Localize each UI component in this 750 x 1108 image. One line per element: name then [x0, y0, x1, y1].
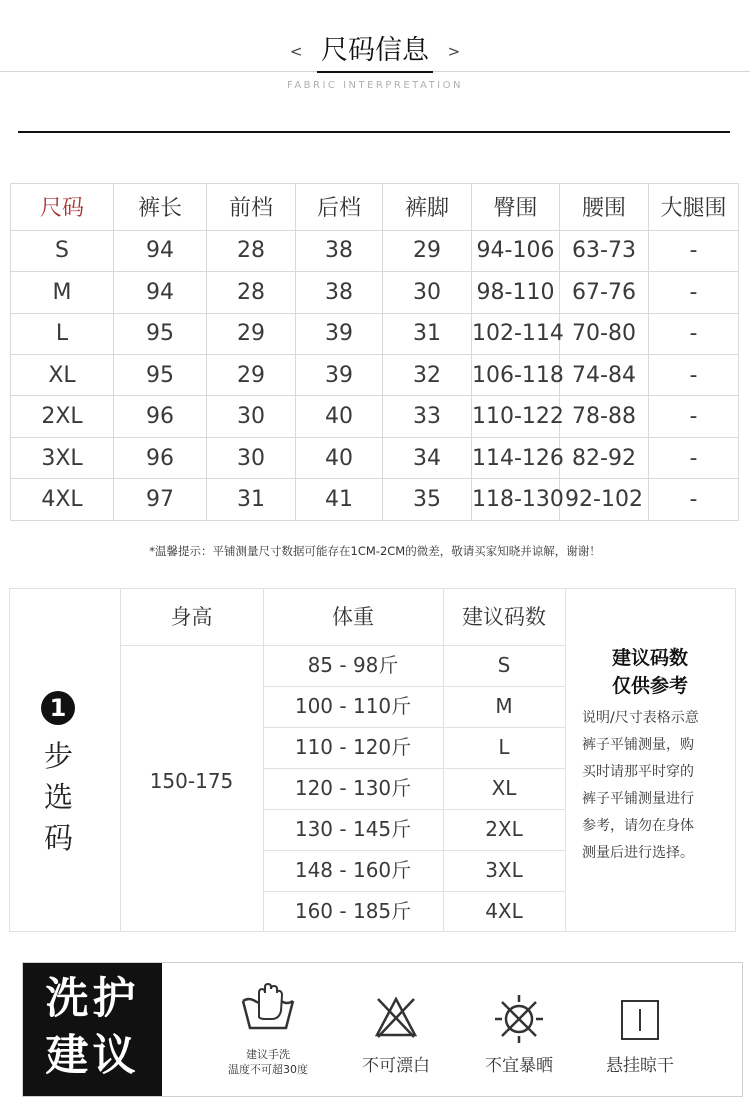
care-section: [22, 962, 743, 1097]
description-line: 裤子平铺测量，购: [582, 737, 694, 753]
care-item-label: 不可漂白: [362, 1056, 430, 1076]
table-cell: 78-88: [560, 396, 649, 437]
table-cell: 118-130: [472, 479, 560, 521]
table-row: [11, 479, 739, 521]
table-cell: 114-126: [472, 437, 560, 478]
table-cell: 110-122: [472, 396, 560, 437]
description-line: 参考，请勿在身体: [582, 818, 694, 834]
table-cell: 98-110: [472, 272, 560, 313]
table-cell: -: [649, 355, 739, 396]
table-cell: 32: [383, 355, 472, 396]
care-label-line: 洗护: [45, 974, 140, 1024]
care-label-line: 建议: [45, 1031, 140, 1081]
table-cell: S: [11, 230, 114, 271]
table-cell: 39: [296, 313, 383, 354]
table-cell: 31: [207, 479, 296, 521]
size-cell: S: [497, 653, 511, 677]
size-header: 建议码数: [462, 605, 546, 629]
table-cell: -: [649, 479, 739, 521]
height-header: 身高: [170, 605, 213, 629]
care-item-hang-dry: [575, 963, 705, 1096]
size-cell: 3XL: [485, 858, 523, 882]
left-angle: <: [289, 42, 303, 61]
table-cell: 35: [383, 479, 472, 521]
table-cell: 30: [383, 272, 472, 313]
table-row: [11, 313, 739, 354]
page-title-text: 尺码信息: [317, 28, 433, 73]
description-line: 裤子平铺测量进行: [582, 791, 694, 807]
table-row: [11, 272, 739, 313]
care-item-hand-wash: [203, 963, 333, 1096]
care-item-label: 悬挂晾干: [606, 1056, 674, 1076]
hang-dry-icon: [620, 999, 660, 1041]
table-cell: 39: [296, 355, 383, 396]
care-label: [23, 963, 162, 1096]
table-row: [11, 396, 739, 437]
size-table-header: [11, 184, 739, 231]
header-cell: 尺码: [11, 184, 114, 231]
care-item-label: [203, 1047, 333, 1077]
table-cell: 95: [114, 355, 207, 396]
step-label-char: 码: [44, 821, 74, 855]
description-line: 买时请那平时穿的: [582, 764, 694, 780]
table-cell: 28: [207, 230, 296, 271]
step-number-badge: 1: [41, 691, 75, 725]
table-cell: 41: [296, 479, 383, 521]
table-cell: -: [649, 437, 739, 478]
header-cell: 腰围: [560, 184, 649, 231]
table-cell: XL: [11, 355, 114, 396]
column-divider: [565, 589, 566, 931]
table-cell: -: [649, 230, 739, 271]
weight-cell: 148 - 160斤: [294, 858, 412, 882]
recommendation-description: [582, 705, 730, 867]
table-cell: -: [649, 272, 739, 313]
step-label-char: 步: [44, 739, 74, 773]
section-rule: [18, 131, 730, 133]
table-cell: 63-73: [560, 230, 649, 271]
table-cell: 67-76: [560, 272, 649, 313]
table-row: [11, 355, 739, 396]
header-cell: 臀围: [472, 184, 560, 231]
description-line: 说明/尺寸表格示意: [582, 710, 699, 726]
table-cell: 29: [207, 355, 296, 396]
table-cell: 94: [114, 272, 207, 313]
size-cell: M: [495, 694, 513, 718]
table-cell: 31: [383, 313, 472, 354]
no-sun-dry-icon: [493, 993, 545, 1045]
weight-cell: 120 - 130斤: [294, 776, 412, 800]
care-item-line: 建议手洗: [246, 1048, 290, 1061]
weight-cell: 160 - 185斤: [294, 899, 412, 923]
table-cell: 92-102: [560, 479, 649, 521]
care-item-label: 不宜暴晒: [485, 1056, 553, 1076]
table-cell: 94-106: [472, 230, 560, 271]
header-cell: 后档: [296, 184, 383, 231]
weight-cell: 100 - 110斤: [294, 694, 412, 718]
table-cell: 38: [296, 272, 383, 313]
recommendation-title: 仅供参考: [611, 675, 688, 697]
table-cell: L: [11, 313, 114, 354]
table-cell: 82-92: [560, 437, 649, 478]
table-cell: 30: [207, 396, 296, 437]
table-cell: M: [11, 272, 114, 313]
weight-header: 体重: [332, 605, 374, 629]
weight-cell: 85 - 98斤: [307, 653, 399, 677]
description-line: 测量后进行选择。: [582, 845, 694, 861]
table-row: [11, 230, 739, 271]
size-cell: 4XL: [485, 899, 523, 923]
header-cell: 裤脚: [383, 184, 472, 231]
size-table: [10, 183, 739, 521]
care-item-line: 温度不可超30度: [228, 1063, 308, 1076]
size-guide-box: [9, 588, 736, 932]
table-cell: 29: [207, 313, 296, 354]
table-cell: 70-80: [560, 313, 649, 354]
table-cell: 2XL: [11, 396, 114, 437]
table-cell: 74-84: [560, 355, 649, 396]
table-cell: -: [649, 313, 739, 354]
right-angle: >: [447, 42, 461, 61]
weight-cell: 110 - 120斤: [294, 735, 412, 759]
table-cell: 40: [296, 437, 383, 478]
table-cell: 96: [114, 437, 207, 478]
care-item-no-bleach: [331, 963, 461, 1096]
step-label-char: 选: [44, 780, 74, 814]
table-cell: 38: [296, 230, 383, 271]
table-cell: 94: [114, 230, 207, 271]
table-cell: 28: [207, 272, 296, 313]
hand-wash-icon: [239, 983, 297, 1035]
table-cell: 40: [296, 396, 383, 437]
page-title: [0, 28, 750, 73]
table-cell: 34: [383, 437, 472, 478]
table-cell: 30: [207, 437, 296, 478]
measurement-notice: *温馨提示：平铺测量尺寸数据可能存在1CM-2CM的微差，敬请买家知晓并谅解，谢谢！: [149, 544, 601, 558]
table-cell: 97: [114, 479, 207, 521]
recommendation-title: 建议码数: [611, 647, 688, 669]
weight-cell: 130 - 145斤: [294, 817, 412, 841]
table-cell: -: [649, 396, 739, 437]
no-bleach-icon: [373, 995, 419, 1039]
header-cell: 前档: [207, 184, 296, 231]
table-cell: 3XL: [11, 437, 114, 478]
height-range: 150-175: [149, 769, 234, 793]
table-cell: 106-118: [472, 355, 560, 396]
table-cell: 33: [383, 396, 472, 437]
care-item-no-sun-dry: [454, 963, 584, 1096]
size-cell: XL: [491, 776, 517, 800]
size-cell: L: [498, 735, 510, 759]
size-cell: 2XL: [485, 817, 523, 841]
table-cell: 96: [114, 396, 207, 437]
table-row: [11, 437, 739, 478]
table-cell: 102-114: [472, 313, 560, 354]
header-cell: 大腿围: [649, 184, 739, 231]
table-cell: 29: [383, 230, 472, 271]
header-cell: 裤长: [114, 184, 207, 231]
table-cell: 4XL: [11, 479, 114, 521]
table-cell: 95: [114, 313, 207, 354]
page-subtitle: FABRIC INTERPRETATION: [286, 80, 463, 91]
